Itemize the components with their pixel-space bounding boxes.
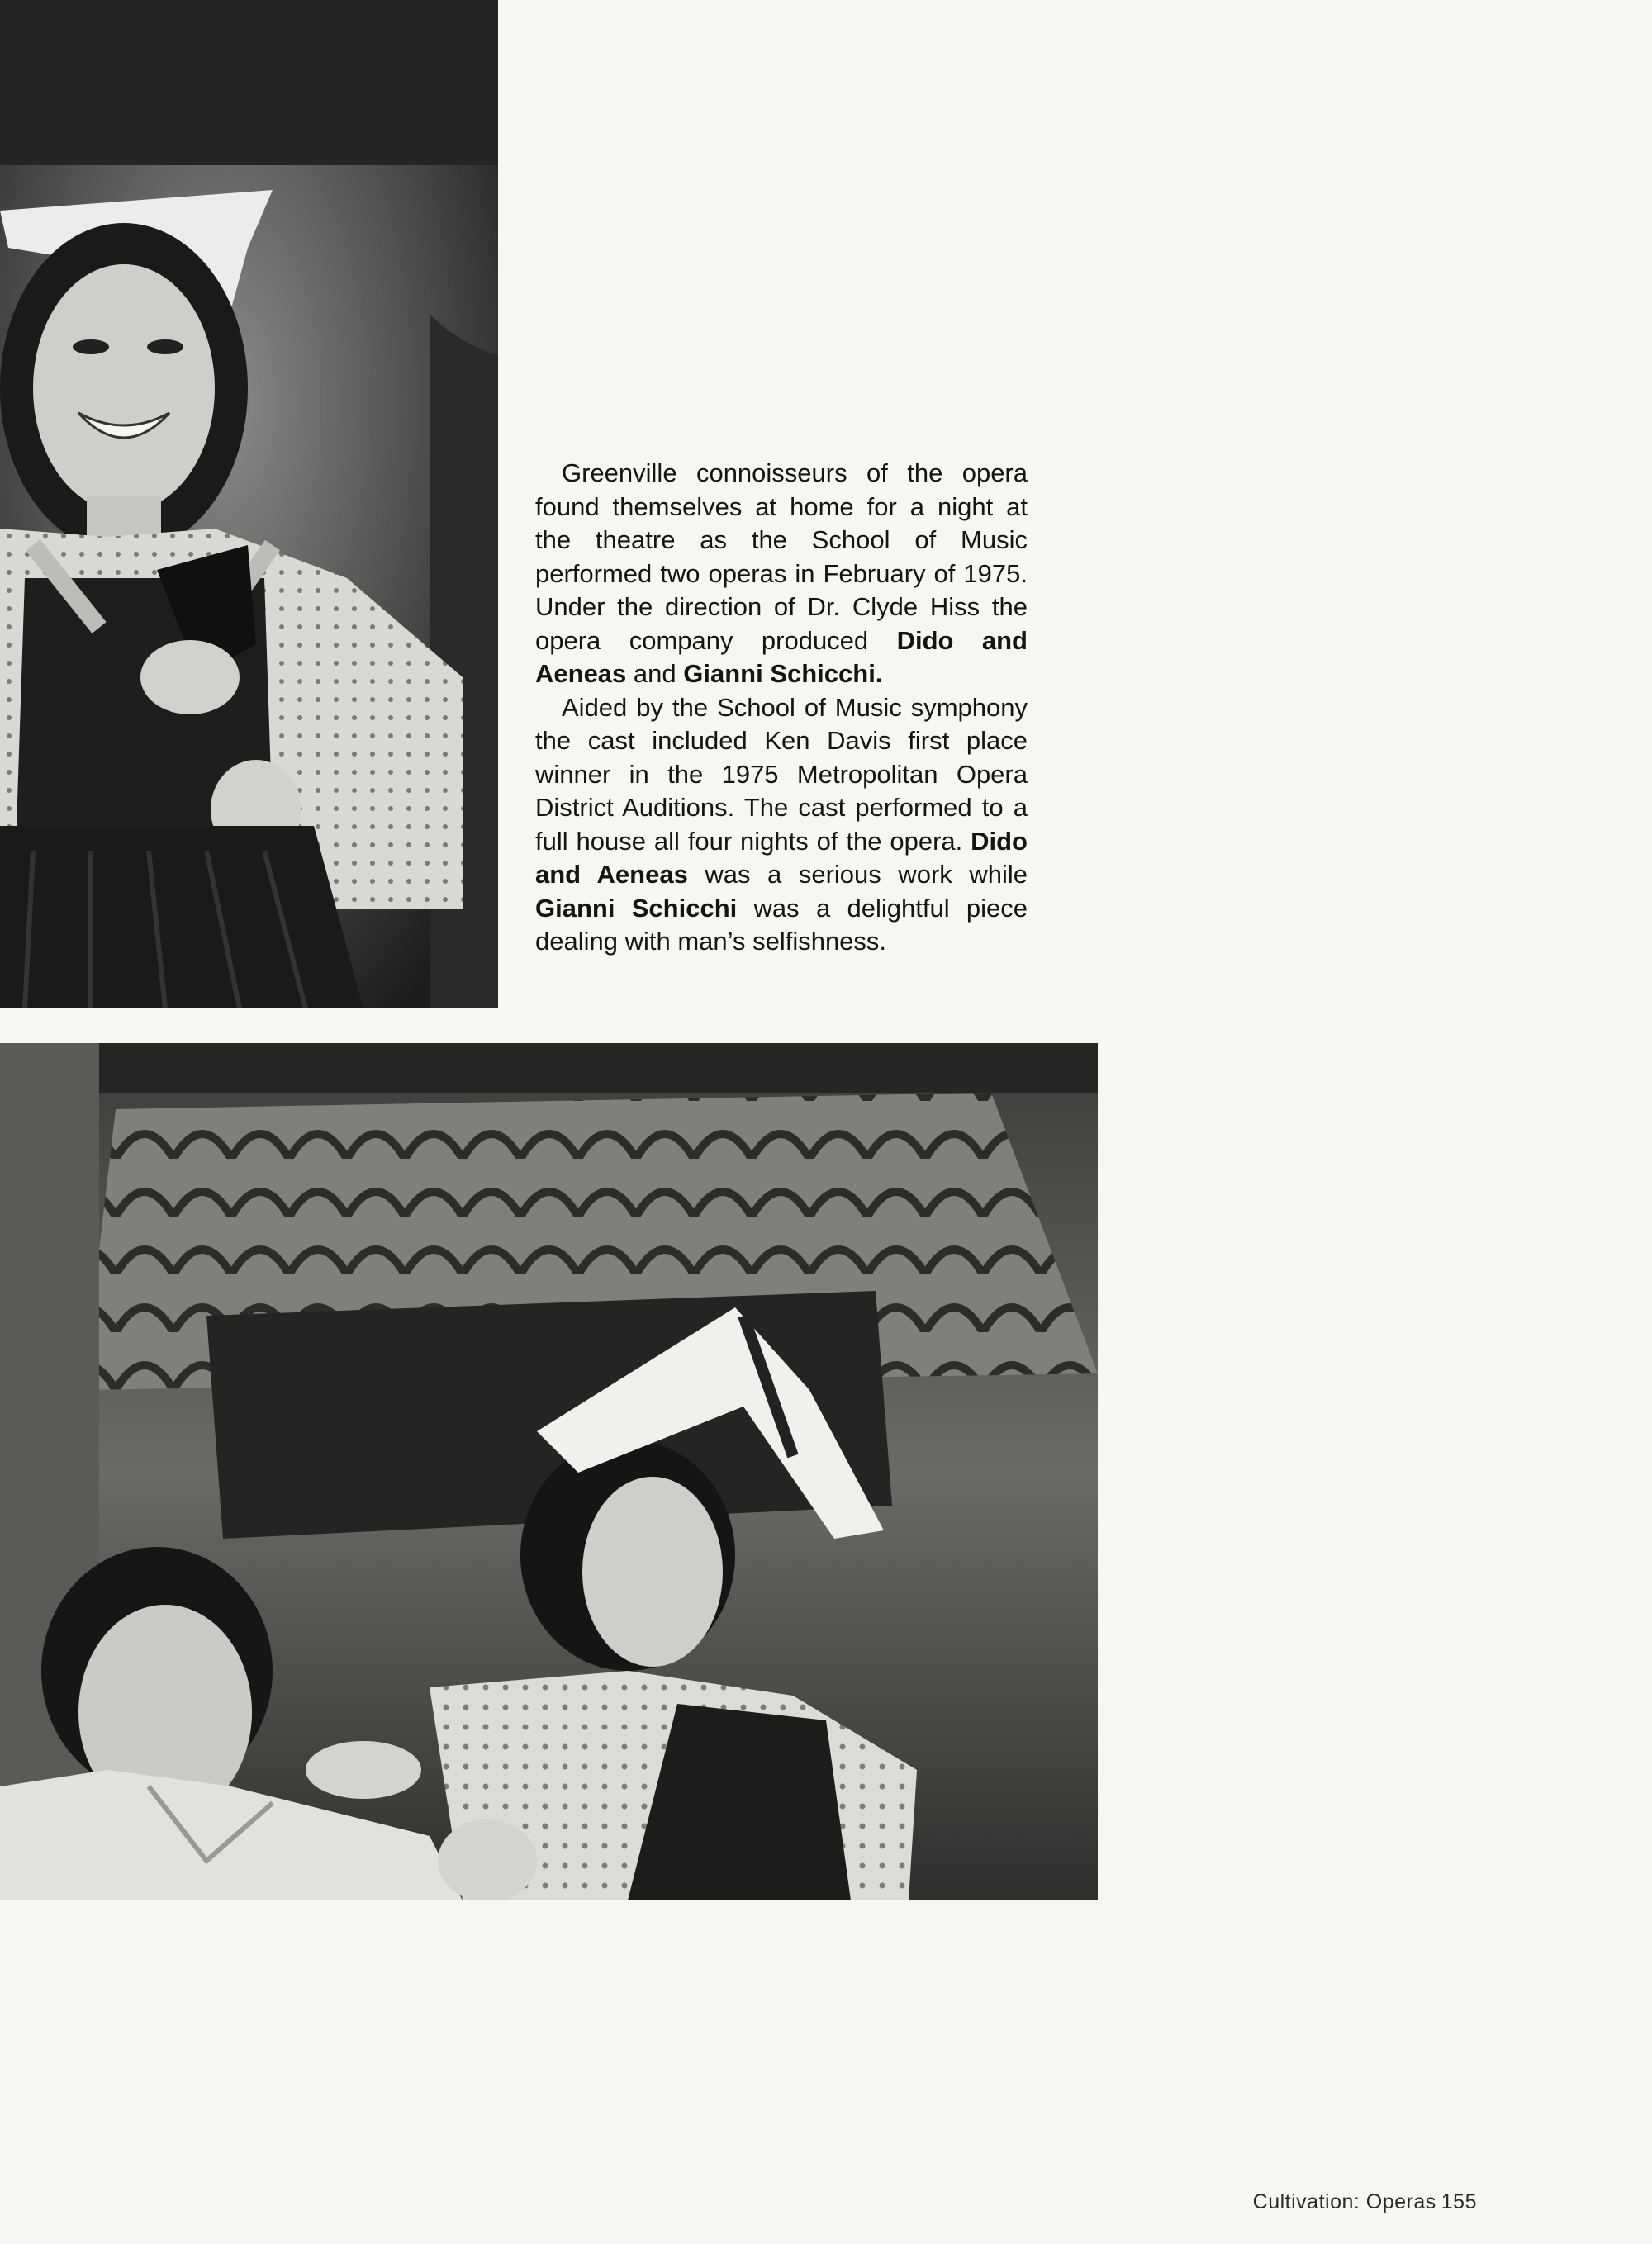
opera-title-gianni: Gianni Schicchi. — [683, 659, 883, 688]
paragraph-2-run-3: was a serious work while — [687, 860, 1028, 889]
page-number: 155 — [1441, 2190, 1477, 2213]
paragraph-1 — [535, 457, 1028, 691]
paragraph-2-run-1: Aided by the School of Music symphony the cast included Ken Davis first place winner in the 1975 Metropolitan Opera District Auditions. The cast performed to a full house all four nights of the opera. — [535, 692, 1028, 856]
bottom-photograph — [0, 1043, 1098, 1900]
section-label: Cultivation: Operas — [1252, 2190, 1436, 2213]
opera-title-gianni: Gianni Schicchi — [535, 893, 738, 923]
paragraph-2-run-5: was a delightful piece dealing with man’s selfishness. — [535, 893, 1028, 956]
paragraph-2 — [535, 691, 1028, 959]
top-photo-image — [0, 0, 498, 1008]
paragraph-1-run-1: Greenville connoisseurs of the opera found themselves at home for a night at the theatre as the School of Music performed two operas in February of 1975. Under the direction of Dr. Clyde Hiss the opera company produced — [535, 458, 1028, 655]
article-body — [535, 457, 1028, 959]
bottom-photo-image — [0, 1043, 1098, 1900]
page-footer — [1253, 2190, 1477, 2214]
opera-title-dido: Dido and Aeneas — [535, 625, 1028, 688]
opera-title-dido: Dido and Aeneas — [535, 826, 1028, 889]
paragraph-1-run-3: and — [626, 659, 684, 688]
top-photograph — [0, 0, 498, 1008]
